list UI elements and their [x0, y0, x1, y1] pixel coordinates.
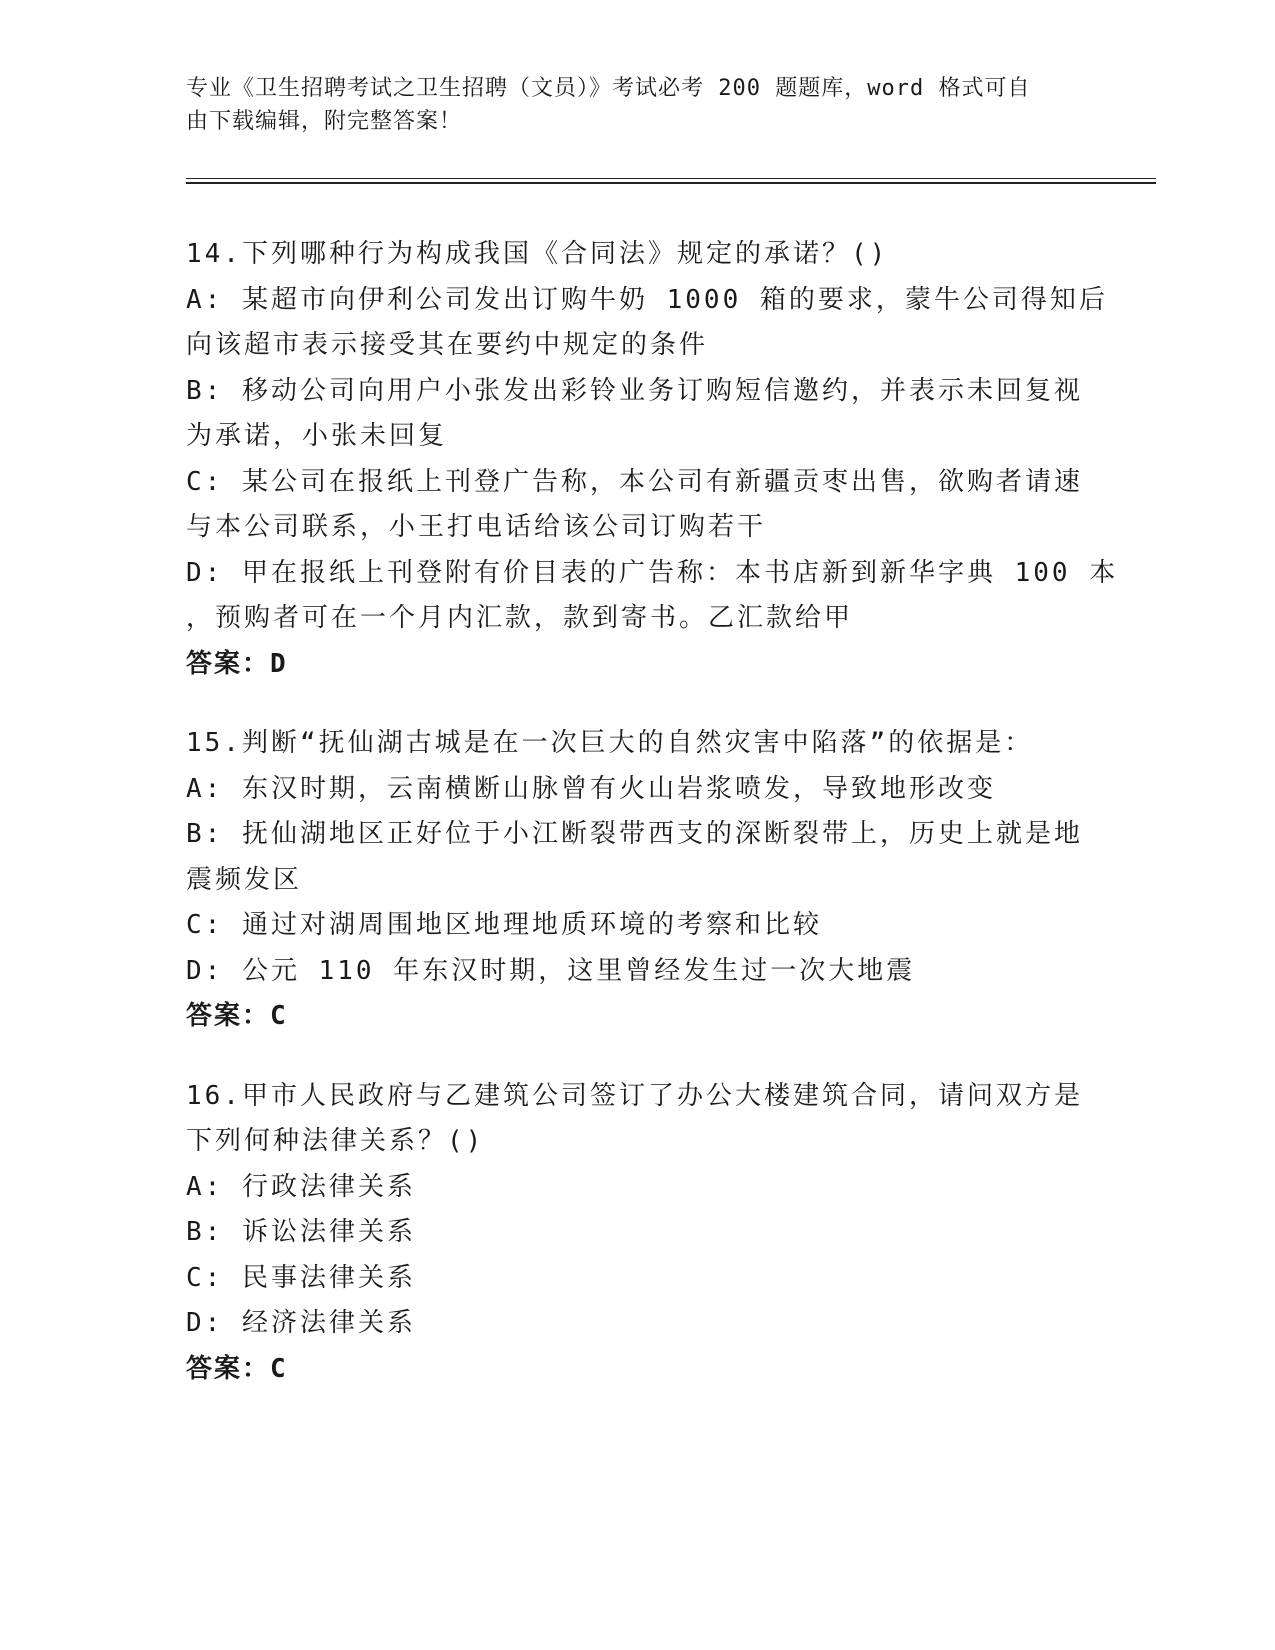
option-c-continued: 与本公司联系，小王打电话给该公司订购若干 [186, 512, 767, 542]
option-d: D: 经济法律关系 [186, 1308, 416, 1338]
question-15 [186, 721, 1083, 1040]
header-line-2: 由下载编辑，附完整答案！ [186, 109, 463, 134]
option-a: A: 行政法律关系 [186, 1171, 416, 1202]
option-b-continued: 震频发区 [186, 864, 303, 895]
answer: 答案：D [186, 648, 288, 679]
document-header [186, 72, 1066, 138]
option-a-continued: 向该超市表示接受其在要约中规定的条件 [186, 330, 709, 360]
option-a: A: 某超市向伊利公司发出订购牛奶 1000 箱的要求，蒙牛公司得知后 [186, 284, 1108, 315]
option-d: D: 公元 110 年东汉时期，这里曾经发生过一次大地震 [186, 955, 916, 986]
option-b: B: 诉讼法律关系 [186, 1217, 416, 1247]
header-line-1: 专业《卫生招聘考试之卫生招聘（文员）》考试必考 200 题题库，word 格式可自 [186, 76, 1031, 101]
question-stem: 15.判断“抚仙湖古城是在一次巨大的自然灾害中陷落”的依据是： [186, 728, 1034, 758]
option-b: B: 移动公司向用户小张发出彩铃业务订购短信邀约，并表示未回复视 [186, 375, 1083, 406]
header-divider [186, 178, 1156, 184]
answer: 答案：C [186, 1001, 288, 1031]
option-d: D: 甲在报纸上刊登附有价目表的广告称：本书店新到新华字典 100 本 [186, 557, 1119, 588]
option-c: C: 通过对湖周围地区地理地质环境的考察和比较 [186, 910, 822, 940]
question-16 [186, 1074, 1083, 1393]
question-stem: 14.下列哪种行为构成我国《合同法》规定的承诺？() [186, 239, 889, 269]
option-a: A: 东汉时期，云南横断山脉曾有火山岩浆喷发，导致地形改变 [186, 773, 996, 804]
answer: 答案：C [186, 1353, 288, 1384]
option-c: C: 某公司在报纸上刊登广告称，本公司有新疆贡枣出售，欲购者请速 [186, 466, 1083, 497]
option-d-continued: ，预购者可在一个月内汇款，款到寄书。乙汇款给甲 [186, 603, 854, 633]
option-c: C: 民事法律关系 [186, 1262, 416, 1293]
question-14 [186, 232, 1119, 687]
option-b: B: 抚仙湖地区正好位于小江断裂带西支的深断裂带上，历史上就是地 [186, 819, 1083, 849]
question-list [186, 232, 1119, 1426]
option-b-continued: 为承诺，小张未回复 [186, 421, 448, 451]
question-stem-continued: 下列何种法律关系？() [186, 1126, 485, 1156]
question-stem: 16.甲市人民政府与乙建筑公司签订了办公大楼建筑合同，请问双方是 [186, 1080, 1083, 1111]
